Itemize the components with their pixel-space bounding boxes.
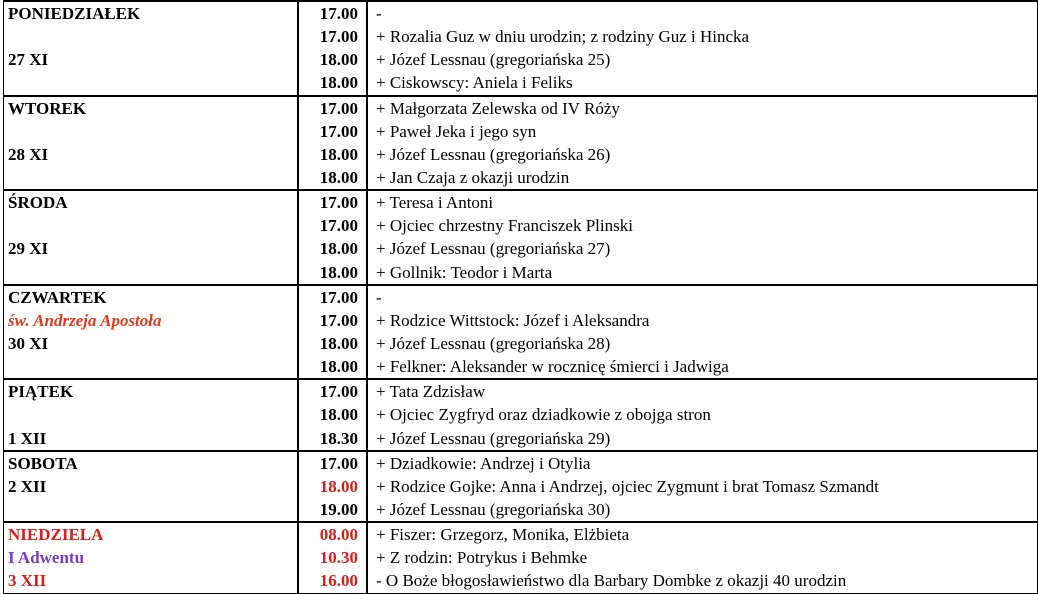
feast-name: św. Andrzeja Apostoła	[8, 310, 162, 330]
mass-intention: + Paweł Jeka i jego syn	[376, 121, 537, 141]
mass-time: 18.00	[319, 476, 358, 496]
day-row-thursday	[4, 285, 1038, 380]
day-date: 27 XI	[8, 50, 49, 70]
day-cell	[4, 379, 299, 450]
day-date: 29 XI	[8, 239, 49, 259]
mass-intention: + Felkner: Aleksander w rocznicę śmierci i Jadwiga	[376, 357, 729, 377]
mass-intention: + Rodzice Gojke: Anna i Andrzej, ojciec Zygmunt i brat Tomasz Szmandt	[376, 476, 879, 496]
mass-time: 17.00	[319, 216, 358, 236]
day-row-saturday	[4, 451, 1038, 522]
day-name: PIĄTEK	[8, 382, 74, 402]
time-cell	[298, 96, 367, 191]
mass-time: 17.00	[319, 98, 358, 118]
day-date: 30 XI	[8, 333, 49, 353]
mass-time: 17.00	[319, 382, 358, 402]
mass-time: 17.00	[319, 310, 358, 330]
mass-time: 18.00	[319, 239, 358, 259]
mass-intention: + Rozalia Guz w dniu urodzin; z rodziny Guz i Hincka	[376, 27, 750, 47]
mass-intention: + Teresa i Antoni	[376, 193, 494, 213]
intention-cell	[367, 522, 1038, 593]
time-cell	[298, 1, 367, 96]
time-cell	[298, 379, 367, 450]
mass-intention: + Józef Lessnau (gregoriańska 29)	[376, 428, 611, 448]
mass-time: 18.00	[319, 144, 358, 164]
intention-cell	[367, 451, 1038, 522]
day-row-sunday	[4, 522, 1038, 593]
time-cell	[298, 522, 367, 593]
day-cell	[4, 190, 299, 285]
day-name: PONIEDZIAŁEK	[8, 4, 141, 23]
mass-intention: -	[376, 287, 382, 307]
mass-intention: -	[376, 4, 382, 23]
time-cell	[298, 190, 367, 285]
mass-time: 10.30	[319, 548, 358, 568]
day-name: CZWARTEK	[8, 287, 107, 307]
mass-time: 17.00	[319, 287, 358, 307]
time-cell	[298, 285, 367, 380]
mass-intention: + Tata Zdzisław	[376, 382, 486, 402]
day-name: SOBOTA	[8, 453, 78, 473]
mass-time: 08.00	[319, 525, 358, 545]
mass-time: 19.00	[319, 499, 358, 519]
mass-intention: + Jan Czaja z okazji urodzin	[376, 167, 570, 187]
day-name: NIEDZIELA	[8, 525, 104, 545]
mass-intention: + Józef Lessnau (gregoriańska 28)	[376, 333, 611, 353]
intention-cell	[367, 285, 1038, 380]
mass-intention: + Z rodzin: Potrykus i Behmke	[376, 548, 588, 568]
day-date: 1 XII	[8, 428, 47, 448]
mass-time: 17.00	[319, 193, 358, 213]
intention-cell	[367, 1, 1038, 96]
day-date: 2 XII	[8, 476, 47, 496]
day-date: 28 XI	[8, 144, 49, 164]
mass-time: 18.00	[319, 262, 358, 282]
mass-intention: + Gollnik: Teodor i Marta	[376, 262, 553, 282]
mass-time: 18.00	[319, 167, 358, 187]
day-cell	[4, 285, 299, 380]
day-name: ŚRODA	[8, 193, 68, 213]
intention-cell	[367, 379, 1038, 450]
mass-intention: + Józef Lessnau (gregoriańska 25)	[376, 50, 611, 70]
mass-intention: + Józef Lessnau (gregoriańska 30)	[376, 499, 611, 519]
intention-cell	[367, 96, 1038, 191]
mass-intention: + Rodzice Wittstock: Józef i Aleksandra	[376, 310, 650, 330]
mass-time: 18.00	[319, 333, 358, 353]
mass-intention: + Ojciec Zygfryd oraz dziadkowie z obojga stron	[376, 405, 711, 425]
day-row-friday	[4, 379, 1038, 450]
mass-time: 18.00	[319, 73, 358, 93]
mass-time: 16.00	[319, 571, 358, 591]
mass-intention: + Ojciec chrzestny Franciszek Plinski	[376, 216, 633, 236]
day-row-wednesday	[4, 190, 1038, 285]
time-cell	[298, 451, 367, 522]
mass-time: 17.00	[319, 4, 358, 23]
day-cell	[4, 522, 299, 593]
mass-intention: + Ciskowscy: Aniela i Feliks	[376, 73, 573, 93]
mass-intention: + Józef Lessnau (gregoriańska 26)	[376, 144, 611, 164]
mass-time: 18.00	[319, 357, 358, 377]
mass-intention: + Fiszer: Grzegorz, Monika, Elżbieta	[376, 525, 630, 545]
day-cell	[4, 1, 299, 96]
mass-intention: + Małgorzata Zelewska od IV Róży	[376, 98, 620, 118]
day-cell	[4, 96, 299, 191]
day-name: WTOREK	[8, 98, 87, 118]
mass-time: 18.00	[319, 50, 358, 70]
intention-cell	[367, 190, 1038, 285]
mass-intention: - O Boże błogosławieństwo dla Barbary Dombke z okazji 40 urodzin	[376, 571, 847, 591]
day-date: 3 XII	[8, 571, 47, 591]
mass-time: 17.00	[319, 27, 358, 47]
day-row-monday	[4, 1, 1038, 96]
mass-time: 17.00	[319, 121, 358, 141]
day-row-tuesday	[4, 96, 1038, 191]
mass-time: 18.30	[319, 428, 358, 448]
mass-time: 18.00	[319, 405, 358, 425]
feast-name: I Adwentu	[8, 548, 85, 568]
mass-time: 17.00	[319, 453, 358, 473]
mass-schedule-table	[3, 0, 1038, 594]
mass-intention: + Józef Lessnau (gregoriańska 27)	[376, 239, 611, 259]
day-cell	[4, 451, 299, 522]
mass-intention: + Dziadkowie: Andrzej i Otylia	[376, 453, 591, 473]
